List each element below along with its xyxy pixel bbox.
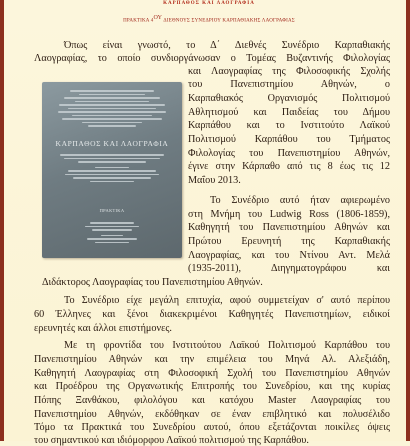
article-line: Διδάκτορος Λαογραφίας του Πανεπιστημίου Αθηνών. <box>42 277 263 288</box>
book-cover-editor-lines <box>84 220 140 245</box>
article-line: Λαογραφίας, και του Ντίνου Αντ. Μελά <box>188 250 390 261</box>
article-line: Καρπάθου και το Ινστιτούτο Λαϊκού <box>188 120 390 131</box>
article-line: Το Συνέδριο αυτό ήταν αφιερωμένο <box>210 195 390 206</box>
page-title: ΚΑΡΠΑΘΟΣ ΚΑΙ ΛΑΟΓΡΑΦΙΑ <box>163 1 255 6</box>
subtitle-superscript: ΟΥ <box>153 15 163 21</box>
book-cover-header-lines <box>52 88 172 129</box>
book-cover-proceedings-label: ΠΡΑΚΤΙΚΑ <box>99 208 125 213</box>
article-line: Λαογραφίας, το οποίο συνδιοργάνωσαν ο Τομέας Βυζαντινής Φιλολογίας <box>34 53 390 64</box>
article-line: Όπως είναι γνωστό, το Δ΄ Διεθνές Συνέδριο Καρπαθιακής <box>64 40 390 51</box>
article-line: και Προέδρου της Οργανωτικής Επιτροπής του Συνεδρίου, και της κυρίας <box>34 381 390 392</box>
page-subtitle <box>4 15 410 24</box>
article-line: στη Μνήμη του Ludwig Ross (1806-1859), <box>188 209 390 220</box>
article-line: (1935-2011), Διηγηματογράφου και <box>188 263 390 274</box>
article-line: Καρπαθιακός Οργανισμός Πολιτισμού <box>188 93 390 104</box>
article-line: Καθηγητή Λαογραφίας στη Φιλοσοφική Σχολή του Πανεπιστημίου Αθηνών <box>34 368 390 379</box>
article-line: Φιλολογίας του Πανεπιστημίου Αθηνών, <box>188 148 390 159</box>
article-line: Καθηγητή του Πανεπιστημίου Αθηνών και <box>188 222 390 233</box>
book-cover-image <box>42 82 182 258</box>
article-line: έγινε στην Κάρπαθο από τις 8 έως τις 12 <box>188 161 390 172</box>
article-line: του Πανεπιστημίου Αθηνών, ο <box>188 79 390 90</box>
book-cover-subtitle-lines <box>56 152 168 184</box>
article-line: Τόμο τα Πρακτικά του Συνεδρίου αυτού, όπου εξετάζονται ποικίλες όψεις <box>34 422 390 433</box>
article-line: Αθλητισμού και Παιδείας του Δήμου <box>188 107 390 118</box>
article-line: Πανεπιστημίου Αθηνών, εκδόθηκαν σε έναν επιβλητικό και πολυσέλιδο <box>34 409 390 420</box>
article-line: ερευνητές και άλλοι επιστήμονες. <box>34 323 172 334</box>
article-line: Πόπης Ξανθάκου, φιλολόγου και κατόχου Master Λαογραφίας του <box>34 395 390 406</box>
article-line: Μαΐου 2013. <box>188 175 241 186</box>
book-cover-title: ΚΑΡΠΑΘΟΣ ΚΑΙ ΛΑΟΓΡΑΦΙΑ <box>55 139 169 148</box>
article-line: Με τη φροντίδα του Ινστιτούτου Λαϊκού Πολιτισμού Καρπάθου του <box>64 340 390 351</box>
article-line: Πρώτου Ερευνητή της Καρπαθιακής <box>188 236 390 247</box>
subtitle-prefix: ΠΡΑΚΤΙΚΑ 4 <box>123 18 154 24</box>
article-line: και Λαογραφίας της Φιλοσοφικής Σχολής <box>188 66 390 77</box>
article-line: Πολιτισμού Καρπάθου του Τμήματος <box>188 134 390 145</box>
subtitle-suffix: ΔΙΕΘΝΟΥΣ ΣΥΝΕΔΡΙΟΥ ΚΑΡΠΑΘΙΑΚΗΣ ΛΑΟΓΡΑΦΙΑΣ <box>162 18 295 24</box>
article-line: Το Συνέδριο είχε μεγάλη επιτυχία, αφού συμμετείχαν σ' αυτό περίπου <box>64 295 390 306</box>
article-line: 60 Έλληνες και ξένοι διακεκριμένοι Καθηγητές Πανεπιστημίων, ειδικοί <box>34 309 390 320</box>
article-line: Πανεπιστημίου Αθηνών και την επιμέλεια του Μηνά Αλ. Αλεξιάδη, <box>34 354 390 365</box>
article-line: του σημαντικού και ιδιόμορφου Λαϊκού πολιτισμού της Καρπάθου. <box>34 435 309 446</box>
